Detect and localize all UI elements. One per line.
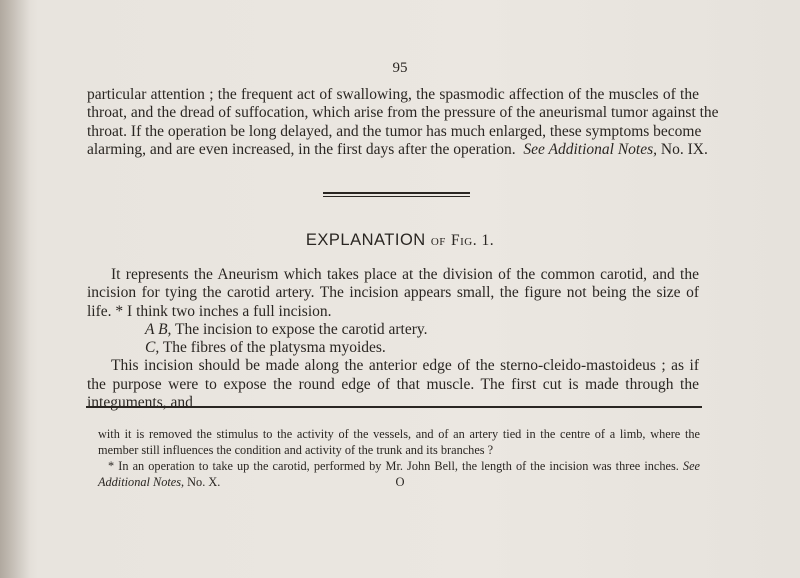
text-line: throat. If the operation be long delayed, and the tumor has much enlarged, these symptoms become bbox=[87, 122, 702, 140]
figure-item-c: C, The fibres of the platysma myoides. bbox=[145, 339, 386, 357]
additional-notes-reference: See Additional Notes, bbox=[523, 140, 658, 158]
figure-item-ab: A B, The incision to expose the carotid artery. bbox=[145, 320, 428, 338]
continuation-paragraph bbox=[87, 86, 719, 159]
section-divider-double-rule bbox=[323, 192, 470, 197]
text-line: particular attention ; the frequent act of swallowing, the spasmodic affection of the muscles of the bbox=[87, 86, 699, 103]
page-number: 95 bbox=[392, 60, 408, 76]
page-gutter-shadow bbox=[0, 0, 30, 578]
explanation-intro: It represents the Aneurism which takes place at the division of the common carotid, and the incision for tying the carotid artery. The incision appears small, the figure not being the size of life. * I think two inches a full incision. bbox=[87, 266, 699, 320]
explanation-closing: This incision should be made along the anterior edge of the sterno-cleido-mastoideus ; as if the purpose were to expose the round edge of that muscle. The first cut is made through the integuments, and bbox=[87, 357, 699, 412]
signature-mark: O bbox=[395, 475, 405, 489]
text-line: alarming, and are even increased, in the first days after the operation. See Additional Notes, No. IX. bbox=[87, 140, 708, 158]
footnote-continued: with it is removed the stimulus to the activity of the vessels, and of an artery tied in the centre of a limb, where the member still influences the condition and activity of the trunk and its branches ? bbox=[98, 427, 700, 457]
footnote-separator-rule bbox=[86, 406, 702, 408]
text-line: throat, and the dread of suffocation, which arise from the pressure of the aneurismal tumor against the bbox=[87, 104, 719, 122]
footnote-asterisk: * In an operation to take up the carotid, performed by Mr. John Bell, the length of the incision was three inches. See Additional Notes, No. X. bbox=[98, 459, 700, 489]
reference-number: No. IX. bbox=[660, 140, 708, 158]
explanation-body bbox=[87, 266, 699, 412]
section-heading: EXPLANATION of Fig. 1. bbox=[305, 231, 495, 249]
